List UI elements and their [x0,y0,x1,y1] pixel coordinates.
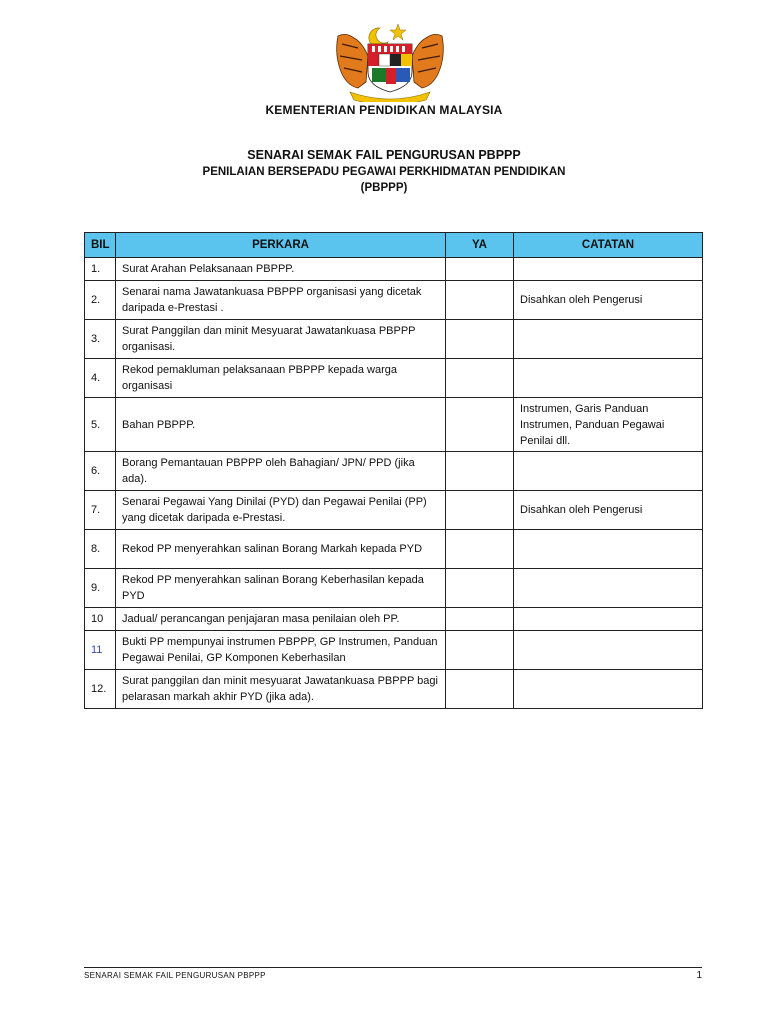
perkara-cell: Surat Panggilan dan minit Mesyuarat Jawatankuasa PBPPP organisasi. [116,320,446,359]
ya-cell[interactable] [446,569,514,608]
table-row [85,452,703,491]
catatan-cell [514,258,703,281]
bil-cell: 10 [85,608,116,631]
document-subtitle: PENILAIAN BERSEPADU PEGAWAI PERKHIDMATAN PENDIDIKAN [202,166,566,178]
bil-cell: 5. [85,398,116,452]
ya-cell[interactable] [446,281,514,320]
catatan-cell [514,569,703,608]
ya-cell[interactable] [446,491,514,530]
ya-cell[interactable] [446,530,514,569]
catatan-cell [514,608,703,631]
table-row [85,398,703,452]
ya-cell[interactable] [446,398,514,452]
ministry-name: KEMENTERIAN PENDIDIKAN MALAYSIA [265,103,503,117]
column-header-perkara: PERKARA [116,233,446,258]
perkara-cell: Borang Pemantauan PBPPP oleh Bahagian/ JPN/ PPD (jika ada). [116,452,446,491]
table-header-row [85,233,703,258]
checklist-table [84,232,703,709]
footer-divider [84,967,702,968]
table-row [85,608,703,631]
bil-cell: 8. [85,530,116,569]
catatan-cell: Instrumen, Garis Panduan Instrumen, Panduan Pegawai Penilai dll. [514,398,703,452]
footer-text: SENARAI SEMAK FAIL PENGURUSAN PBPPP [84,971,266,980]
coat-of-arms-logo [328,16,452,102]
catatan-cell [514,631,703,670]
column-header-ya: YA [446,233,514,258]
bil-cell: 12. [85,670,116,709]
ya-cell[interactable] [446,670,514,709]
page-number: 1 [696,970,702,981]
perkara-cell: Bukti PP mempunyai instrumen PBPPP, GP Instrumen, Panduan Pegawai Penilai, GP Komponen Keberhasilan [116,631,446,670]
document-title: SENARAI SEMAK FAIL PENGURUSAN PBPPP [247,148,521,162]
bil-cell: 9. [85,569,116,608]
bil-cell: 4. [85,359,116,398]
table-row [85,320,703,359]
perkara-cell: Senarai nama Jawatankuasa PBPPP organisasi yang dicetak daripada e-Prestasi . [116,281,446,320]
perkara-cell: Rekod PP menyerahkan salinan Borang Markah kepada PYD [116,530,446,569]
perkara-cell: Surat Arahan Pelaksanaan PBPPP. [116,258,446,281]
bil-cell: 11 [85,631,116,670]
catatan-cell [514,359,703,398]
bil-cell: 3. [85,320,116,359]
catatan-cell: Disahkan oleh Pengerusi [514,281,703,320]
table-row [85,569,703,608]
perkara-cell: Rekod PP menyerahkan salinan Borang Keberhasilan kepada PYD [116,569,446,608]
perkara-cell: Bahan PBPPP. [116,398,446,452]
table-row [85,258,703,281]
catatan-cell [514,452,703,491]
catatan-cell [514,530,703,569]
bil-cell: 6. [85,452,116,491]
ya-cell[interactable] [446,631,514,670]
column-header-catatan: CATATAN [514,233,703,258]
column-header-bil: BIL [85,233,116,258]
table-row [85,670,703,709]
ya-cell[interactable] [446,320,514,359]
ya-cell[interactable] [446,258,514,281]
perkara-cell: Surat panggilan dan minit mesyuarat Jawatankuasa PBPPP bagi pelarasan markah akhir PYD (jika ada). [116,670,446,709]
catatan-cell [514,320,703,359]
perkara-cell: Jadual/ perancangan penjajaran masa penilaian oleh PP. [116,608,446,631]
perkara-cell: Rekod pemakluman pelaksanaan PBPPP kepada warga organisasi [116,359,446,398]
table-row [85,359,703,398]
table-row [85,530,703,569]
bil-cell: 7. [85,491,116,530]
document-abbreviation: (PBPPP) [360,182,408,194]
catatan-cell: Disahkan oleh Pengerusi [514,491,703,530]
bil-cell: 1. [85,258,116,281]
ya-cell[interactable] [446,359,514,398]
table-row [85,491,703,530]
ya-cell[interactable] [446,608,514,631]
catatan-cell [514,670,703,709]
bil-cell: 2. [85,281,116,320]
table-row [85,281,703,320]
perkara-cell: Senarai Pegawai Yang Dinilai (PYD) dan Pegawai Penilai (PP) yang dicetak daripada e-Prestasi. [116,491,446,530]
ya-cell[interactable] [446,452,514,491]
table-row [85,631,703,670]
